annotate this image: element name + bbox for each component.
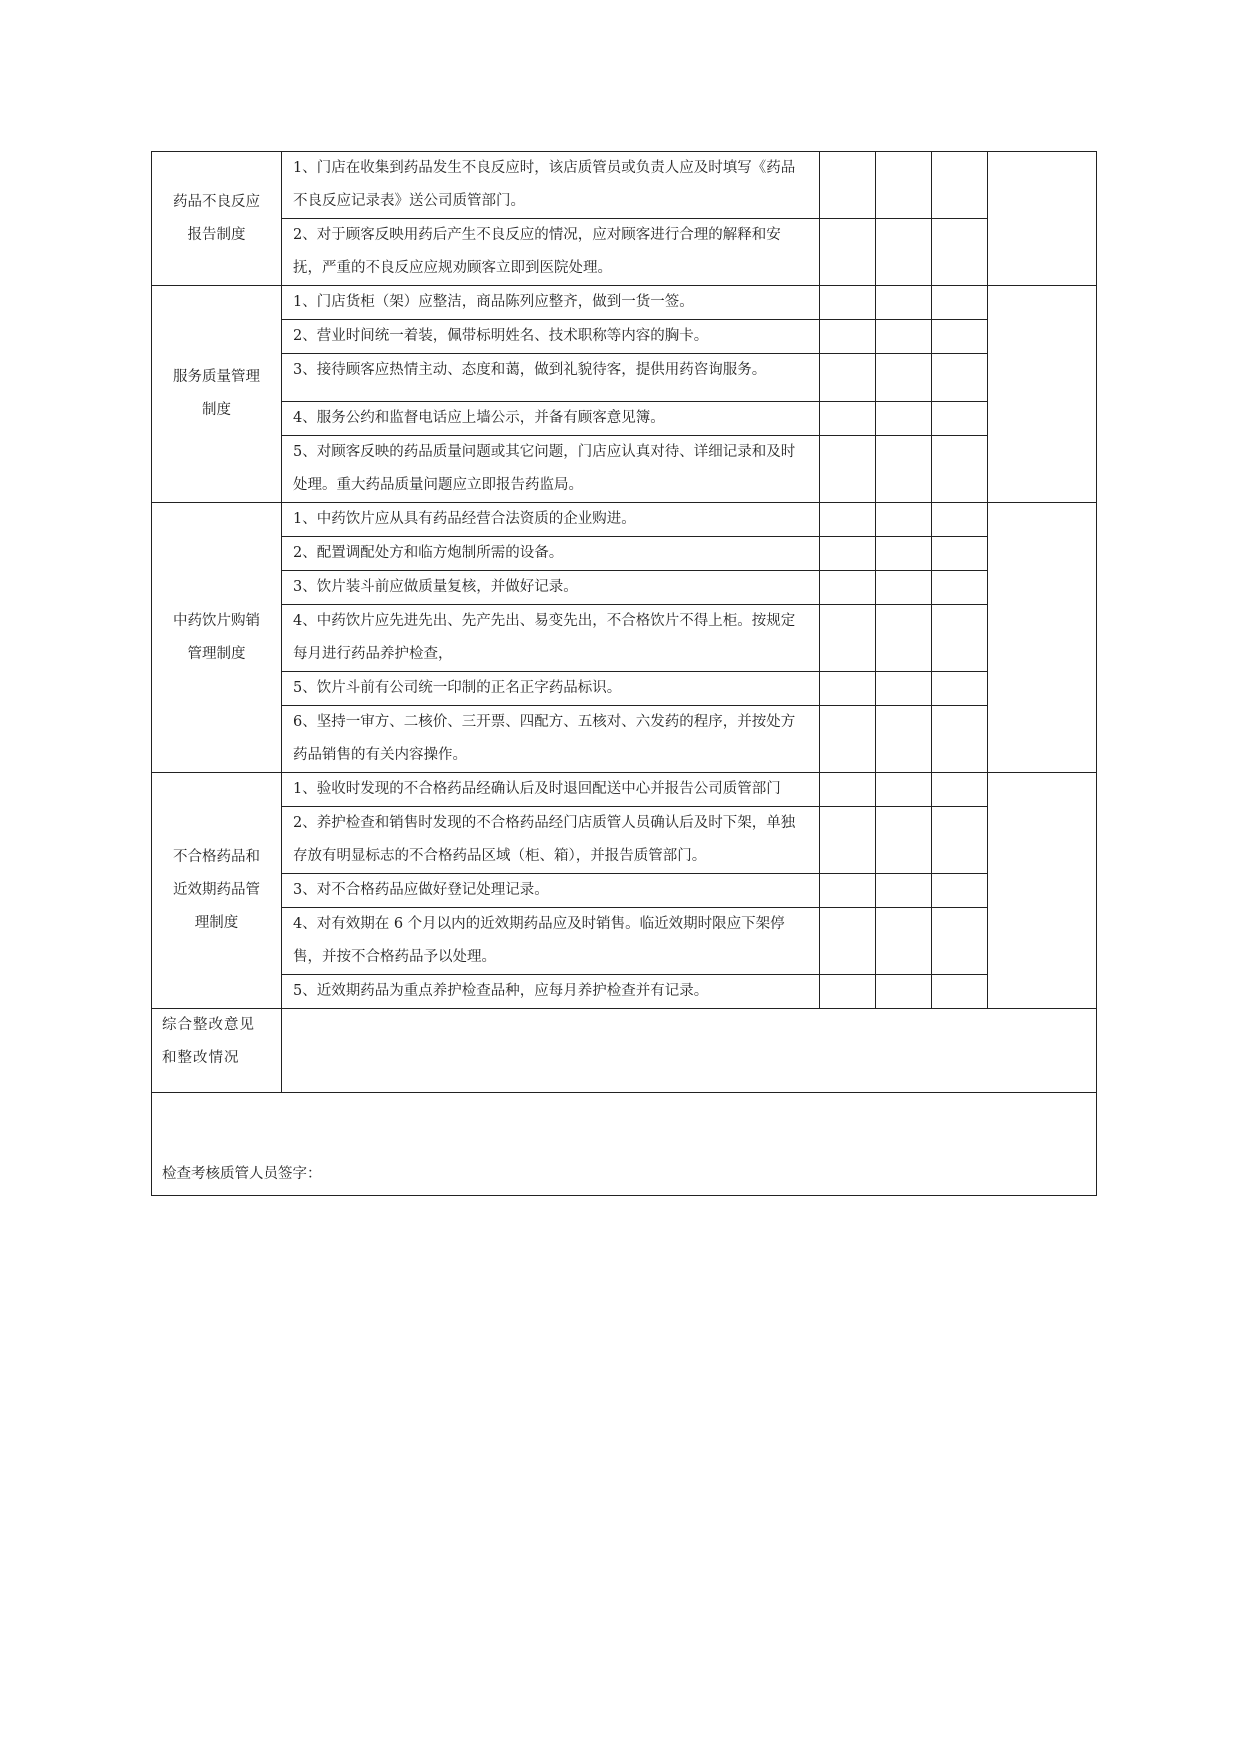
remarks-cell[interactable] <box>988 773 1097 1009</box>
table-row <box>152 773 1097 807</box>
inspection-table <box>151 151 1097 1196</box>
category-cell: 中药饮片购销管理制度 <box>152 503 282 773</box>
summary-label-line1: 综合整改意见 <box>162 1017 255 1033</box>
signature-label: 检查考核质管人员签字： <box>162 1166 322 1182</box>
category-cell: 药品不良反应报告制度 <box>152 152 282 286</box>
check-cell[interactable] <box>932 537 988 571</box>
requirement-item: 4、对有效期在 6 个月以内的近效期药品应及时销售。临近效期时限应下架停售，并按不合格药品予以处理。 <box>282 908 820 975</box>
requirement-item: 4、中药饮片应先进先出、先产先出、易变先出，不合格饮片不得上柜。按规定每月进行药品养护检查， <box>282 605 820 672</box>
requirement-item: 1、门店货柜（架）应整洁，商品陈列应整齐，做到一货一签。 <box>282 286 820 320</box>
requirement-item: 3、饮片装斗前应做质量复核，并做好记录。 <box>282 571 820 605</box>
table-row <box>152 219 1097 286</box>
check-cell[interactable] <box>876 503 932 537</box>
check-cell[interactable] <box>876 605 932 672</box>
signature-row <box>152 1093 1097 1196</box>
requirement-item: 1、验收时发现的不合格药品经确认后及时退回配送中心并报告公司质管部门 <box>282 773 820 807</box>
table-row <box>152 436 1097 503</box>
check-cell[interactable] <box>820 503 876 537</box>
signature-cell[interactable] <box>152 1093 1097 1196</box>
check-cell[interactable] <box>876 706 932 773</box>
check-cell[interactable] <box>932 436 988 503</box>
remarks-cell[interactable] <box>988 503 1097 773</box>
check-cell[interactable] <box>820 672 876 706</box>
check-cell[interactable] <box>820 436 876 503</box>
check-cell[interactable] <box>876 672 932 706</box>
check-cell[interactable] <box>932 672 988 706</box>
check-cell[interactable] <box>876 320 932 354</box>
check-cell[interactable] <box>932 503 988 537</box>
check-cell[interactable] <box>820 773 876 807</box>
check-cell[interactable] <box>932 354 988 402</box>
check-cell[interactable] <box>820 219 876 286</box>
check-cell[interactable] <box>820 874 876 908</box>
table-row <box>152 503 1097 537</box>
table-row <box>152 706 1097 773</box>
check-cell[interactable] <box>932 773 988 807</box>
check-cell[interactable] <box>820 571 876 605</box>
check-cell[interactable] <box>820 706 876 773</box>
check-cell[interactable] <box>932 219 988 286</box>
check-cell[interactable] <box>876 537 932 571</box>
check-cell[interactable] <box>876 975 932 1009</box>
check-cell[interactable] <box>820 605 876 672</box>
table-row <box>152 807 1097 874</box>
check-cell[interactable] <box>876 874 932 908</box>
table-row <box>152 605 1097 672</box>
check-cell[interactable] <box>820 537 876 571</box>
remarks-cell[interactable] <box>988 152 1097 286</box>
requirement-item: 2、配置调配处方和临方炮制所需的设备。 <box>282 537 820 571</box>
check-cell[interactable] <box>932 152 988 219</box>
check-cell[interactable] <box>876 152 932 219</box>
check-cell[interactable] <box>932 975 988 1009</box>
check-cell[interactable] <box>876 908 932 975</box>
table-row <box>152 354 1097 402</box>
table-row <box>152 672 1097 706</box>
check-cell[interactable] <box>876 219 932 286</box>
category-cell: 服务质量管理制度 <box>152 286 282 503</box>
check-cell[interactable] <box>820 975 876 1009</box>
summary-label-line2: 和整改情况 <box>162 1050 240 1066</box>
requirement-item: 6、坚持一审方、二核价、三开票、四配方、五核对、六发药的程序，并按处方药品销售的有关内容操作。 <box>282 706 820 773</box>
check-cell[interactable] <box>932 874 988 908</box>
check-cell[interactable] <box>820 320 876 354</box>
requirement-item: 3、接待顾客应热情主动、态度和蔼，做到礼貌待客，提供用药咨询服务。 <box>282 354 820 402</box>
summary-label <box>152 1009 282 1093</box>
check-cell[interactable] <box>876 773 932 807</box>
category-cell: 不合格药品和近效期药品管理制度 <box>152 773 282 1009</box>
requirement-item: 4、服务公约和监督电话应上墙公示，并备有顾客意见簿。 <box>282 402 820 436</box>
check-cell[interactable] <box>876 354 932 402</box>
requirement-item: 5、近效期药品为重点养护检查品种，应每月养护检查并有记录。 <box>282 975 820 1009</box>
check-cell[interactable] <box>932 402 988 436</box>
check-cell[interactable] <box>820 152 876 219</box>
inspection-form <box>151 151 1096 1196</box>
check-cell[interactable] <box>820 402 876 436</box>
requirement-item: 1、中药饮片应从具有药品经营合法资质的企业购进。 <box>282 503 820 537</box>
requirement-item: 2、营业时间统一着装，佩带标明姓名、技术职称等内容的胸卡。 <box>282 320 820 354</box>
check-cell[interactable] <box>876 436 932 503</box>
requirement-item: 5、饮片斗前有公司统一印制的正名正字药品标识。 <box>282 672 820 706</box>
check-cell[interactable] <box>820 354 876 402</box>
requirement-item: 2、对于顾客反映用药后产生不良反应的情况，应对顾客进行合理的解释和安抚，严重的不良反应应规劝顾客立即到医院处理。 <box>282 219 820 286</box>
requirement-item: 2、养护检查和销售时发现的不合格药品经门店质管人员确认后及时下架，单独存放有明显标志的不合格药品区域（柜、箱），并报告质管部门。 <box>282 807 820 874</box>
requirement-item: 5、对顾客反映的药品质量问题或其它问题，门店应认真对待、详细记录和及时处理。重大药品质量问题应立即报告药监局。 <box>282 436 820 503</box>
check-cell[interactable] <box>876 286 932 320</box>
table-row <box>152 320 1097 354</box>
table-row <box>152 152 1097 219</box>
check-cell[interactable] <box>876 402 932 436</box>
table-row <box>152 402 1097 436</box>
check-cell[interactable] <box>932 286 988 320</box>
check-cell[interactable] <box>932 571 988 605</box>
table-row <box>152 537 1097 571</box>
check-cell[interactable] <box>932 605 988 672</box>
summary-row <box>152 1009 1097 1093</box>
check-cell[interactable] <box>876 807 932 874</box>
table-row <box>152 908 1097 975</box>
check-cell[interactable] <box>932 908 988 975</box>
check-cell[interactable] <box>932 320 988 354</box>
remarks-cell[interactable] <box>988 286 1097 503</box>
check-cell[interactable] <box>820 908 876 975</box>
check-cell[interactable] <box>932 807 988 874</box>
table-row <box>152 571 1097 605</box>
table-row <box>152 286 1097 320</box>
check-cell[interactable] <box>820 286 876 320</box>
check-cell[interactable] <box>820 807 876 874</box>
table-row <box>152 975 1097 1009</box>
summary-input-area[interactable] <box>282 1009 1097 1093</box>
requirement-item: 3、对不合格药品应做好登记处理记录。 <box>282 874 820 908</box>
table-row <box>152 874 1097 908</box>
requirement-item: 1、门店在收集到药品发生不良反应时，该店质管员或负责人应及时填写《药品不良反应记录表》送公司质管部门。 <box>282 152 820 219</box>
check-cell[interactable] <box>932 706 988 773</box>
check-cell[interactable] <box>876 571 932 605</box>
